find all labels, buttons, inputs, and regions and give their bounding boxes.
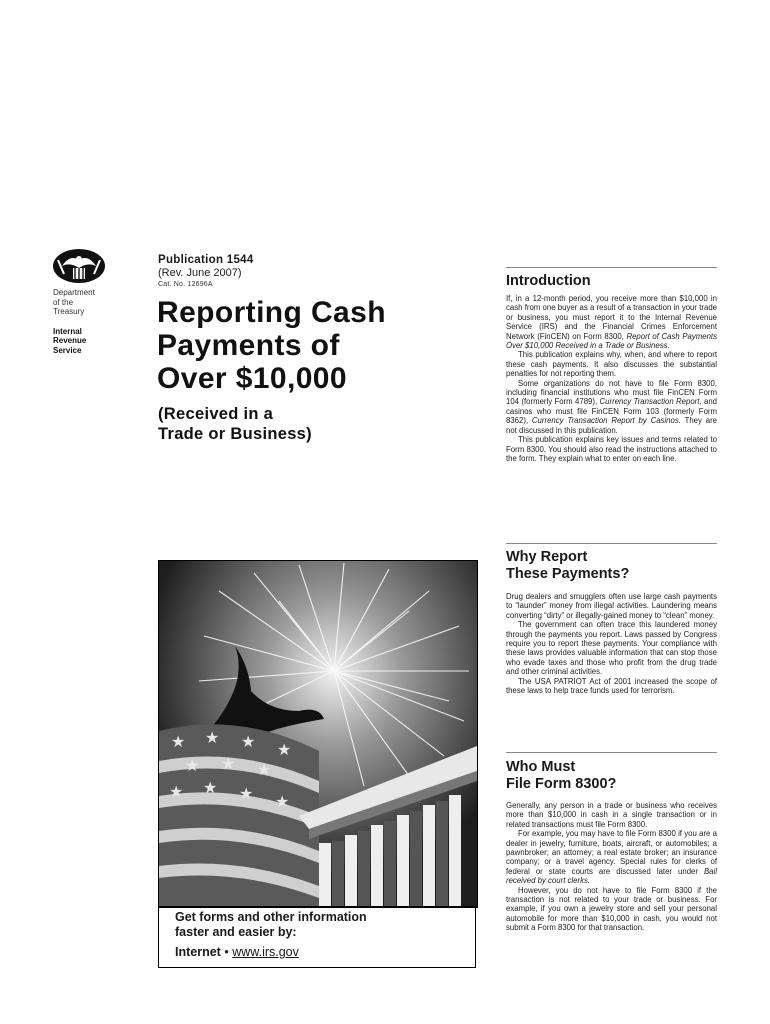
svg-text:★: ★ bbox=[169, 782, 184, 801]
who-paragraph: Generally, any person in a trade or business who receives more than $10,000 in cash in a single transaction or in related transactions must file Form 8300. bbox=[506, 801, 717, 829]
section-divider bbox=[506, 267, 717, 268]
svg-text:★: ★ bbox=[221, 754, 236, 773]
svg-text:★: ★ bbox=[205, 728, 220, 747]
svg-text:★: ★ bbox=[185, 756, 200, 775]
svg-text:★: ★ bbox=[257, 760, 272, 779]
title-line: Reporting Cash bbox=[157, 296, 386, 329]
who-heading: Who Must File Form 8300? bbox=[506, 759, 617, 792]
forms-line: faster and easier by: bbox=[175, 925, 297, 939]
flag-graphic bbox=[159, 724, 319, 907]
section-divider bbox=[506, 752, 717, 753]
get-forms-box bbox=[158, 906, 476, 968]
dept-line: Department bbox=[53, 288, 95, 297]
publication-revision: (Rev. June 2007) bbox=[158, 267, 242, 279]
irs-line: Revenue bbox=[53, 336, 87, 345]
dept-line: Treasury bbox=[53, 307, 85, 316]
intro-paragraph: This publication explains key issues and terms related to Form 8300. You should also read the instructions attached to the form. They explain what to enter on each line. bbox=[506, 435, 717, 463]
svg-text:★: ★ bbox=[171, 732, 186, 751]
publication-number: Publication 1544 bbox=[158, 254, 254, 266]
forms-internet bbox=[175, 945, 475, 959]
page-title bbox=[157, 296, 497, 395]
why-paragraph: The government can often trace this laundered money through the payments you report. Laws passed by Congress require you to report these payments. Your compliance with these laws provides valuable information that can stop those who evade taxes and those who profit from the drug trade and other criminal activities. bbox=[506, 620, 717, 677]
why-body bbox=[506, 592, 717, 695]
svg-text:★: ★ bbox=[275, 792, 290, 811]
section-divider bbox=[506, 543, 717, 544]
irs-website-link[interactable]: www.irs.gov bbox=[232, 945, 299, 959]
catalog-number: Cat. No. 12696A bbox=[158, 281, 213, 288]
intro-body bbox=[506, 294, 717, 463]
subtitle-line: (Received in a bbox=[158, 405, 274, 423]
svg-text:★: ★ bbox=[277, 740, 292, 759]
intro-paragraph: Some organizations do not have to file Form 8300, including financial institutions who must file FinCEN Form 104 (formerly Form 4789), Currency Transaction Report, and casinos who must file FinCEN Form 103 (formerly Form 8362), Currency Transaction Report by Casinos. They are not discussed in this publication. bbox=[506, 378, 717, 435]
cover-illustration bbox=[158, 560, 478, 908]
who-paragraph: For example, you may have to file Form 8300 if you are a dealer in jewelry, furniture, boats, aircraft, or automobiles; a pawnbroker; an attorney; a real estate broker; an insurance company; or a travel agency. Special rules for clerks of federal or state courts are discussed later under Bail received by court clerks. bbox=[506, 829, 717, 886]
irs-eagle-seal-icon bbox=[52, 248, 106, 284]
why-heading: Why Report These Payments? bbox=[506, 549, 630, 582]
intro-paragraph: If, in a 12-month period, you receive more than $10,000 in cash from one buyer as a result of a transaction in your trade or business, you must report it to the Internal Revenue Service (IRS) and the Financial Crimes Enforcement Network (FinCEN) on Form 8300, Report of Cash Payments Over $10,000 Received in a Trade or Business. bbox=[506, 294, 717, 351]
irs-line: Internal bbox=[53, 326, 82, 336]
agency-block bbox=[53, 288, 133, 355]
bullet: • bbox=[224, 945, 229, 959]
subtitle-line: Trade or Business) bbox=[158, 425, 312, 443]
svg-text:★: ★ bbox=[203, 778, 218, 797]
internet-label: Internet bbox=[175, 945, 221, 959]
title-line: Payments of bbox=[157, 329, 340, 362]
page-subtitle bbox=[158, 404, 418, 444]
svg-text:★: ★ bbox=[241, 732, 256, 751]
irs-line: Service bbox=[53, 345, 82, 355]
intro-heading: Introduction bbox=[506, 273, 591, 289]
who-body bbox=[506, 801, 717, 933]
title-line: Over $10,000 bbox=[157, 362, 347, 395]
forms-line: Get forms and other information bbox=[175, 910, 367, 924]
why-paragraph: The USA PATRIOT Act of 2001 increased the scope of these laws to help trace funds used for terrorism. bbox=[506, 676, 717, 696]
why-paragraph: Drug dealers and smugglers often use large cash payments to “launder” money from illegal activities. Laundering means converting “dirty” or illegally-gained money to “clean” money. bbox=[506, 592, 717, 620]
svg-text:★: ★ bbox=[239, 784, 254, 803]
dept-line: of the bbox=[53, 297, 74, 307]
intro-paragraph: This publication explains why, when, and where to report these cash payments. It also discusses the substantial penalties for not reporting them. bbox=[506, 350, 717, 379]
who-paragraph: However, you do not have to file Form 8300 if the transaction is not related to your trade or business. For example, if you own a jewelry store and sell your personal automobile for more than $10,000 in cash, you would not submit a Form 8300 for that transaction. bbox=[506, 885, 717, 933]
